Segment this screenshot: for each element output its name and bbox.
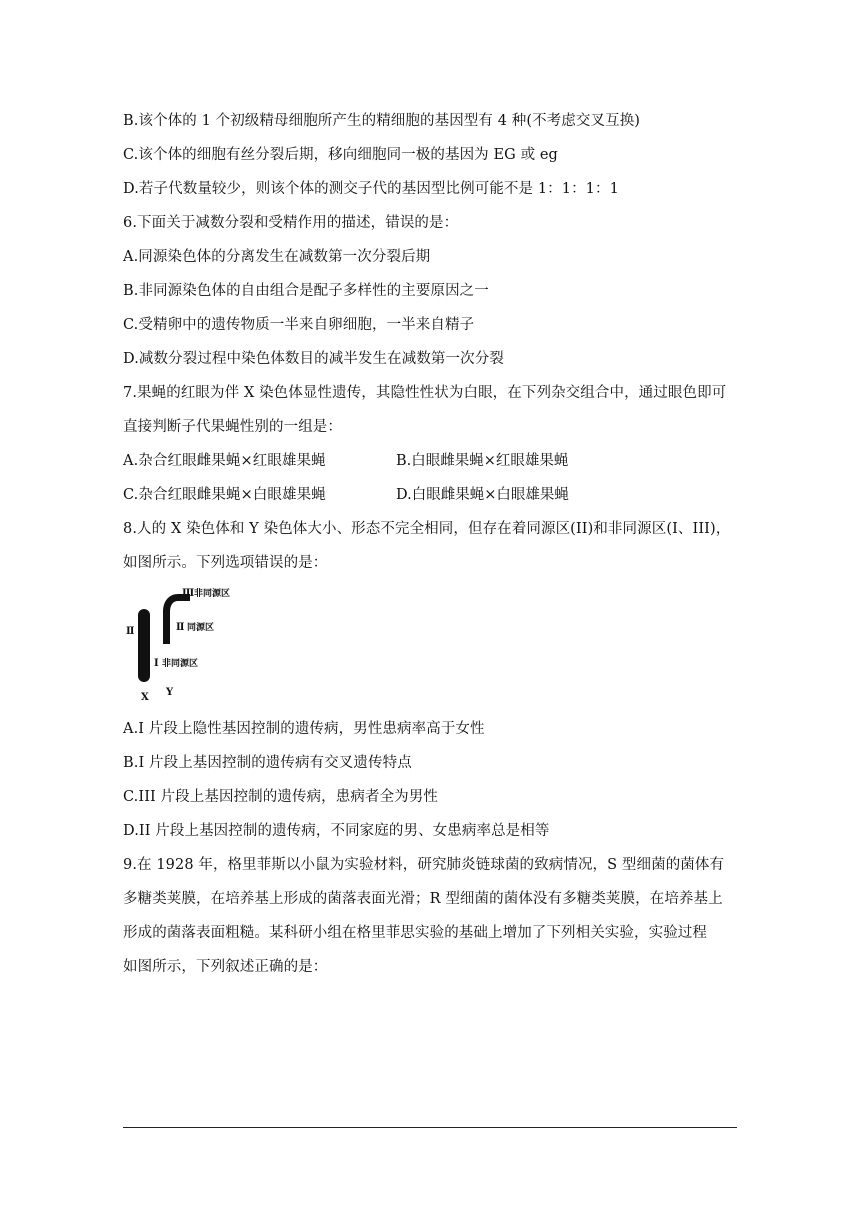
- label-iii: Ⅲ: [182, 588, 195, 599]
- label-ii-x: Ⅱ: [126, 626, 135, 637]
- q7-stem-line1: 7.果蝇的红眼为伴 X 染色体显性遗传，其隐性性状为白眼，在下列杂交组合中，通过眼色即可: [123, 385, 727, 401]
- q6-option-c: C.受精卵中的遗传物质一半来自卵细胞，一半来自精子: [123, 317, 475, 333]
- q9-stem-line1: 9.在 1928 年，格里菲斯以小鼠为实验材料，研究肺炎链球菌的致病情况，S 型细菌的菌体有: [123, 857, 725, 873]
- q7-option-a: A.杂合红眼雌果蝇×红眼雄果蝇: [123, 453, 326, 469]
- q8-option-d: D.II 片段上基因控制的遗传病，不同家庭的男、女患病率总是相等: [123, 823, 550, 839]
- label-ii-text: 同源区: [187, 623, 215, 633]
- label-x: X: [141, 692, 149, 703]
- q8-stem-line1: 8.人的 X 染色体和 Y 染色体大小、形态不完全相同，但存在着同源区(II)和非同源区(I、III)，: [123, 521, 731, 537]
- label-iii-text: 非同源区: [194, 589, 231, 599]
- q9-stem-line3: 形成的菌落表面粗糙。某科研小组在格里菲思实验的基础上增加了下列相关实验，实验过程: [123, 925, 707, 941]
- x-chromosome: [138, 609, 150, 682]
- q5-option-b: B.该个体的 1 个初级精母细胞所产生的精细胞的基因型有 4 种(不考虑交叉互换): [123, 113, 641, 129]
- q7-option-b: B.白眼雌果蝇×红眼雄果蝇: [396, 453, 569, 469]
- q6-stem: 6.下面关于减数分裂和受精作用的描述，错误的是：: [123, 215, 459, 231]
- q7-option-c: C.杂合红眼雌果蝇×白眼雄果蝇: [123, 487, 326, 503]
- page-bottom-rule: [123, 1127, 737, 1128]
- q8-option-b: B.I 片段上基因控制的遗传病有交叉遗传特点: [123, 755, 412, 771]
- label-ii-y: Ⅱ: [176, 622, 185, 633]
- q8-stem-line2: 如图所示。下列选项错误的是：: [123, 555, 328, 571]
- label-i-text: 非同源区: [162, 659, 199, 669]
- q9-stem-line4: 如图所示，下列叙述正确的是：: [123, 959, 328, 975]
- y-chromosome: [163, 594, 190, 644]
- label-i: Ⅰ: [154, 658, 159, 669]
- q5-option-d: D.若子代数量较少，则该个体的测交子代的基因型比例可能不是 1：1：1：1: [123, 181, 619, 197]
- q8-option-a: A.I 片段上隐性基因控制的遗传病，男性患病率高于女性: [123, 721, 485, 737]
- q6-option-b: B.非同源染色体的自由组合是配子多样性的主要原因之一: [123, 283, 489, 299]
- q6-option-a: A.同源染色体的分离发生在减数第一次分裂后期: [123, 249, 431, 265]
- q5-option-c: C.该个体的细胞有丝分裂后期，移向细胞同一极的基因为 EG 或 eg: [123, 147, 558, 163]
- xy-chromosome-figure: [118, 582, 258, 708]
- q9-stem-line2: 多糖类荚膜，在培养基上形成的菌落表面光滑；R 型细菌的菌体没有多糖类荚膜，在培养基上: [123, 891, 723, 907]
- q7-option-d: D.白眼雌果蝇×白眼雄果蝇: [396, 487, 569, 503]
- q6-option-d: D.减数分裂过程中染色体数目的减半发生在减数第一次分裂: [123, 351, 504, 367]
- label-y: Y: [166, 687, 174, 698]
- q7-stem-line2: 直接判断子代果蝇性别的一组是：: [123, 419, 342, 435]
- q8-option-c: C.III 片段上基因控制的遗传病，患病者全为男性: [123, 789, 438, 805]
